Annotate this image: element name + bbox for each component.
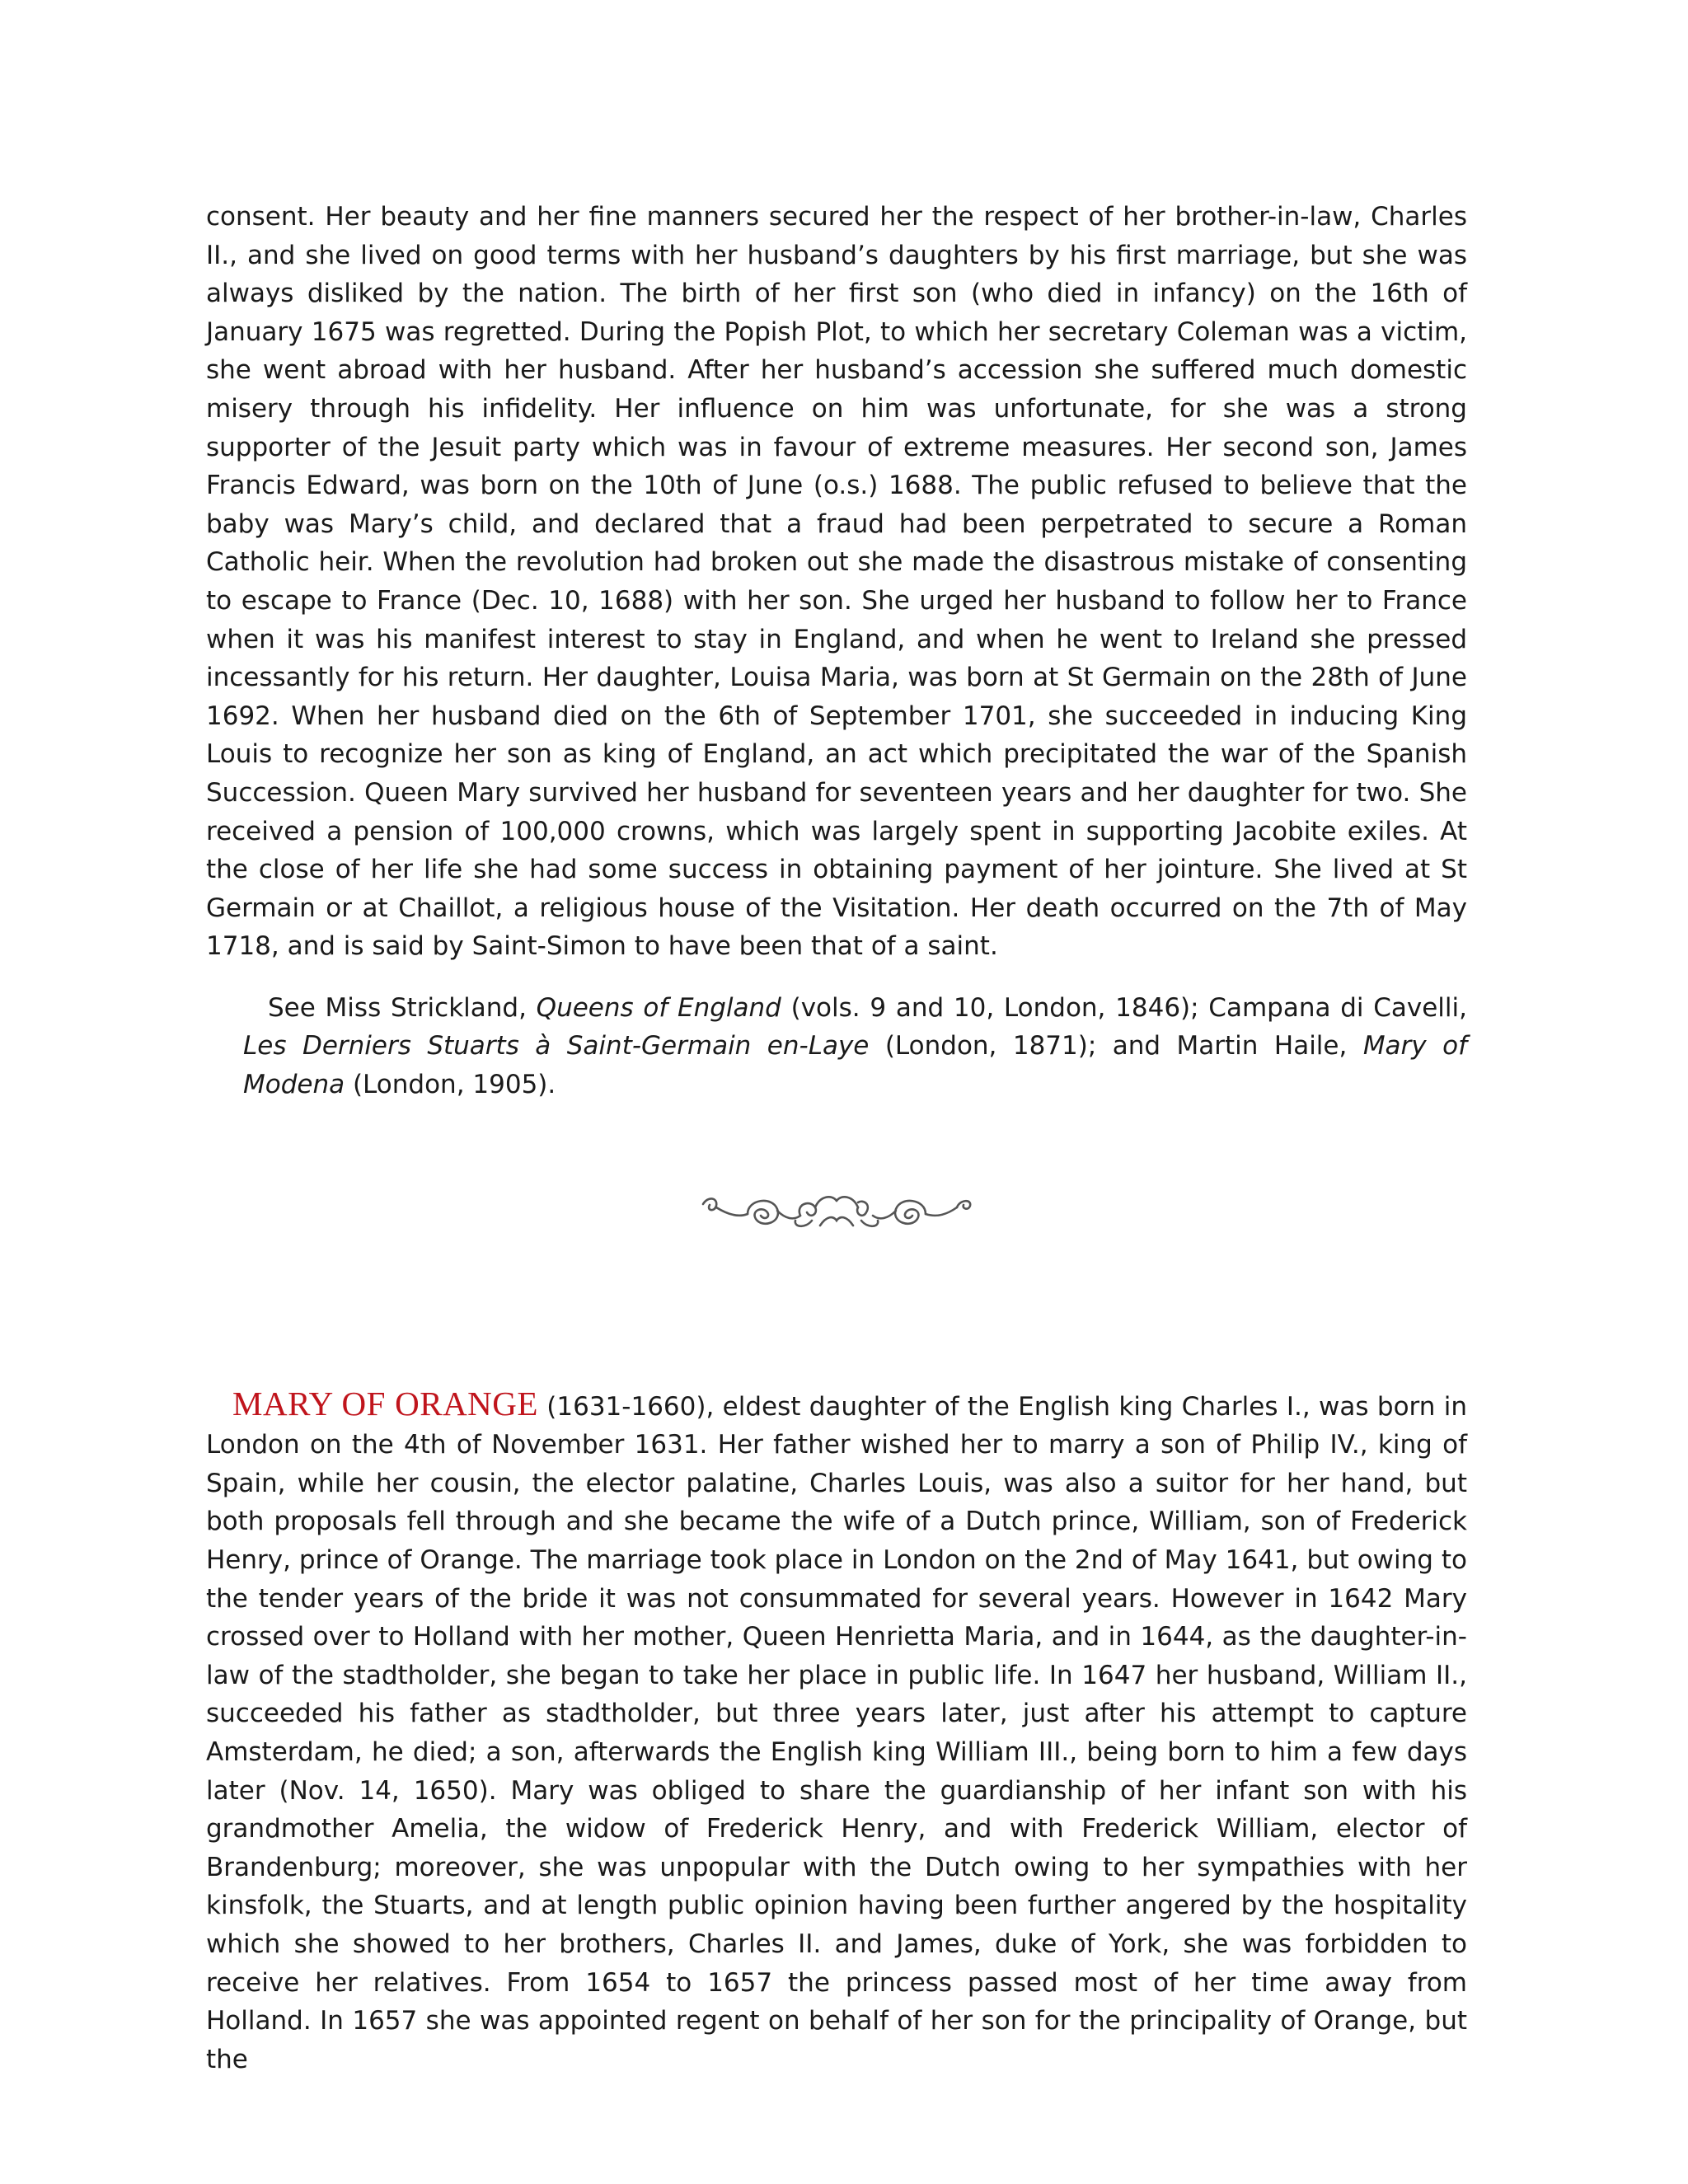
scroll-ornament-icon [696,1183,977,1240]
entry-headword: MARY OF ORANGE [232,1384,538,1422]
reference-title-derniers-stuarts: Les Derniers Stuarts à Saint-Germain en-Laye [243,1031,870,1062]
reference-title-queens-of-england: Queens of England [536,992,781,1023]
reference-text-4: (London, 1905). [345,1070,556,1100]
reference-text-1: See Miss Strickland, [268,992,537,1023]
page-content [206,198,1467,2079]
continuation-paragraph: consent. Her beauty and her fine manners secured her the respect of her brother-in-law, Charles II., and she lived on good terms with her husband’s daughters by his first marriage, but she was always disliked by the nation. The birth of her first son (who died in infancy) on the 16th of January 1675 was regretted. During the Popish Plot, to which her secretary Coleman was a victim, she went abroad with her husband. After her husband’s accession she suffered much domestic misery through his infidelity. Her influence on him was unfortunate, for she was a strong supporter of the Jesuit party which was in favour of extreme measures. Her second son, James Francis Edward, was born on the 10th of June (o.s.) 1688. The public refused to believe that the baby was Mary’s child, and declared that a fraud had been perpetrated to secure a Roman Catholic heir. When the revolution had broken out she made the disastrous mistake of consenting to escape to France (Dec. 10, 1688) with her son. She urged her husband to follow her to France when it was his manifest interest to stay in England, and when he went to Ireland she pressed incessantly for his return. Her daughter, Louisa Maria, was born at St Germain on the 28th of June 1692. When her husband died on the 6th of September 1701, she succeeded in inducing King Louis to recognize her son as king of England, an act which precipitated the war of the Spanish Succession. Queen Mary survived her husband for seventeen years and her daughter for two. She received a pension of 100,000 crowns, which was largely spent in supporting Jacobite exiles. At the close of her life she had some success in obtaining payment of her jointure. She lived at St Germain or at Chaillot, a religious house of the Visitation. Her death occurred on the 7th of May 1718, and is said by Saint-Simon to have been that of a saint. [206,202,1467,962]
references-paragraph [243,989,1467,1104]
section-divider [206,1183,1467,1249]
reference-text-2: (vols. 9 and 10, London, 1846); Campana di Cavelli, [781,992,1467,1023]
reference-text-3: (London, 1871); and Martin Haile, [869,1031,1363,1062]
entry-mary-of-orange [206,1385,1467,2079]
reference-title-mary-of-modena: Mary of Modena [243,1031,1467,1100]
entry-body: (1631-1660), eldest daughter of the English king Charles I., was born in London on the 4th of November 1631. Her father wished her to marry a son of Philip IV., king of Spain, while her cousin, the elector palatine, Charles Louis, was also a suitor for her hand, but both proposals fell through and she became the wife of a Dutch prince, William, son of Frederick Henry, prince of Orange. The marriage took place in London on the 2nd of May 1641, but owing to the tender years of the bride it was not consummated for several years. However in 1642 Mary crossed over to Holland with her mother, Queen Henrietta Maria, and in 1644, as the daughter-in-law of the stadtholder, she began to take her place in public life. In 1647 her husband, William II., succeeded his father as stadtholder, but three years later, just after his attempt to capture Amsterdam, he died; a son, afterwards the English king William III., being born to him a few days later (Nov. 14, 1650). Mary was obliged to share the guardianship of her infant son with his grandmother Amelia, the widow of Frederick Henry, and with Frederick William, elector of Brandenburg; moreover, she was unpopular with the Dutch owing to her sympathies with her kinsfolk, the Stuarts, and at length public opinion having been further angered by the hospitality which she showed to her brothers, Charles II. and James, duke of York, she was forbidden to receive her relatives. From 1654 to 1657 the princess passed most of her time away from Holland. In 1657 she was appointed regent on behalf of her son for the principality of Orange, but the [206,1391,1467,2074]
